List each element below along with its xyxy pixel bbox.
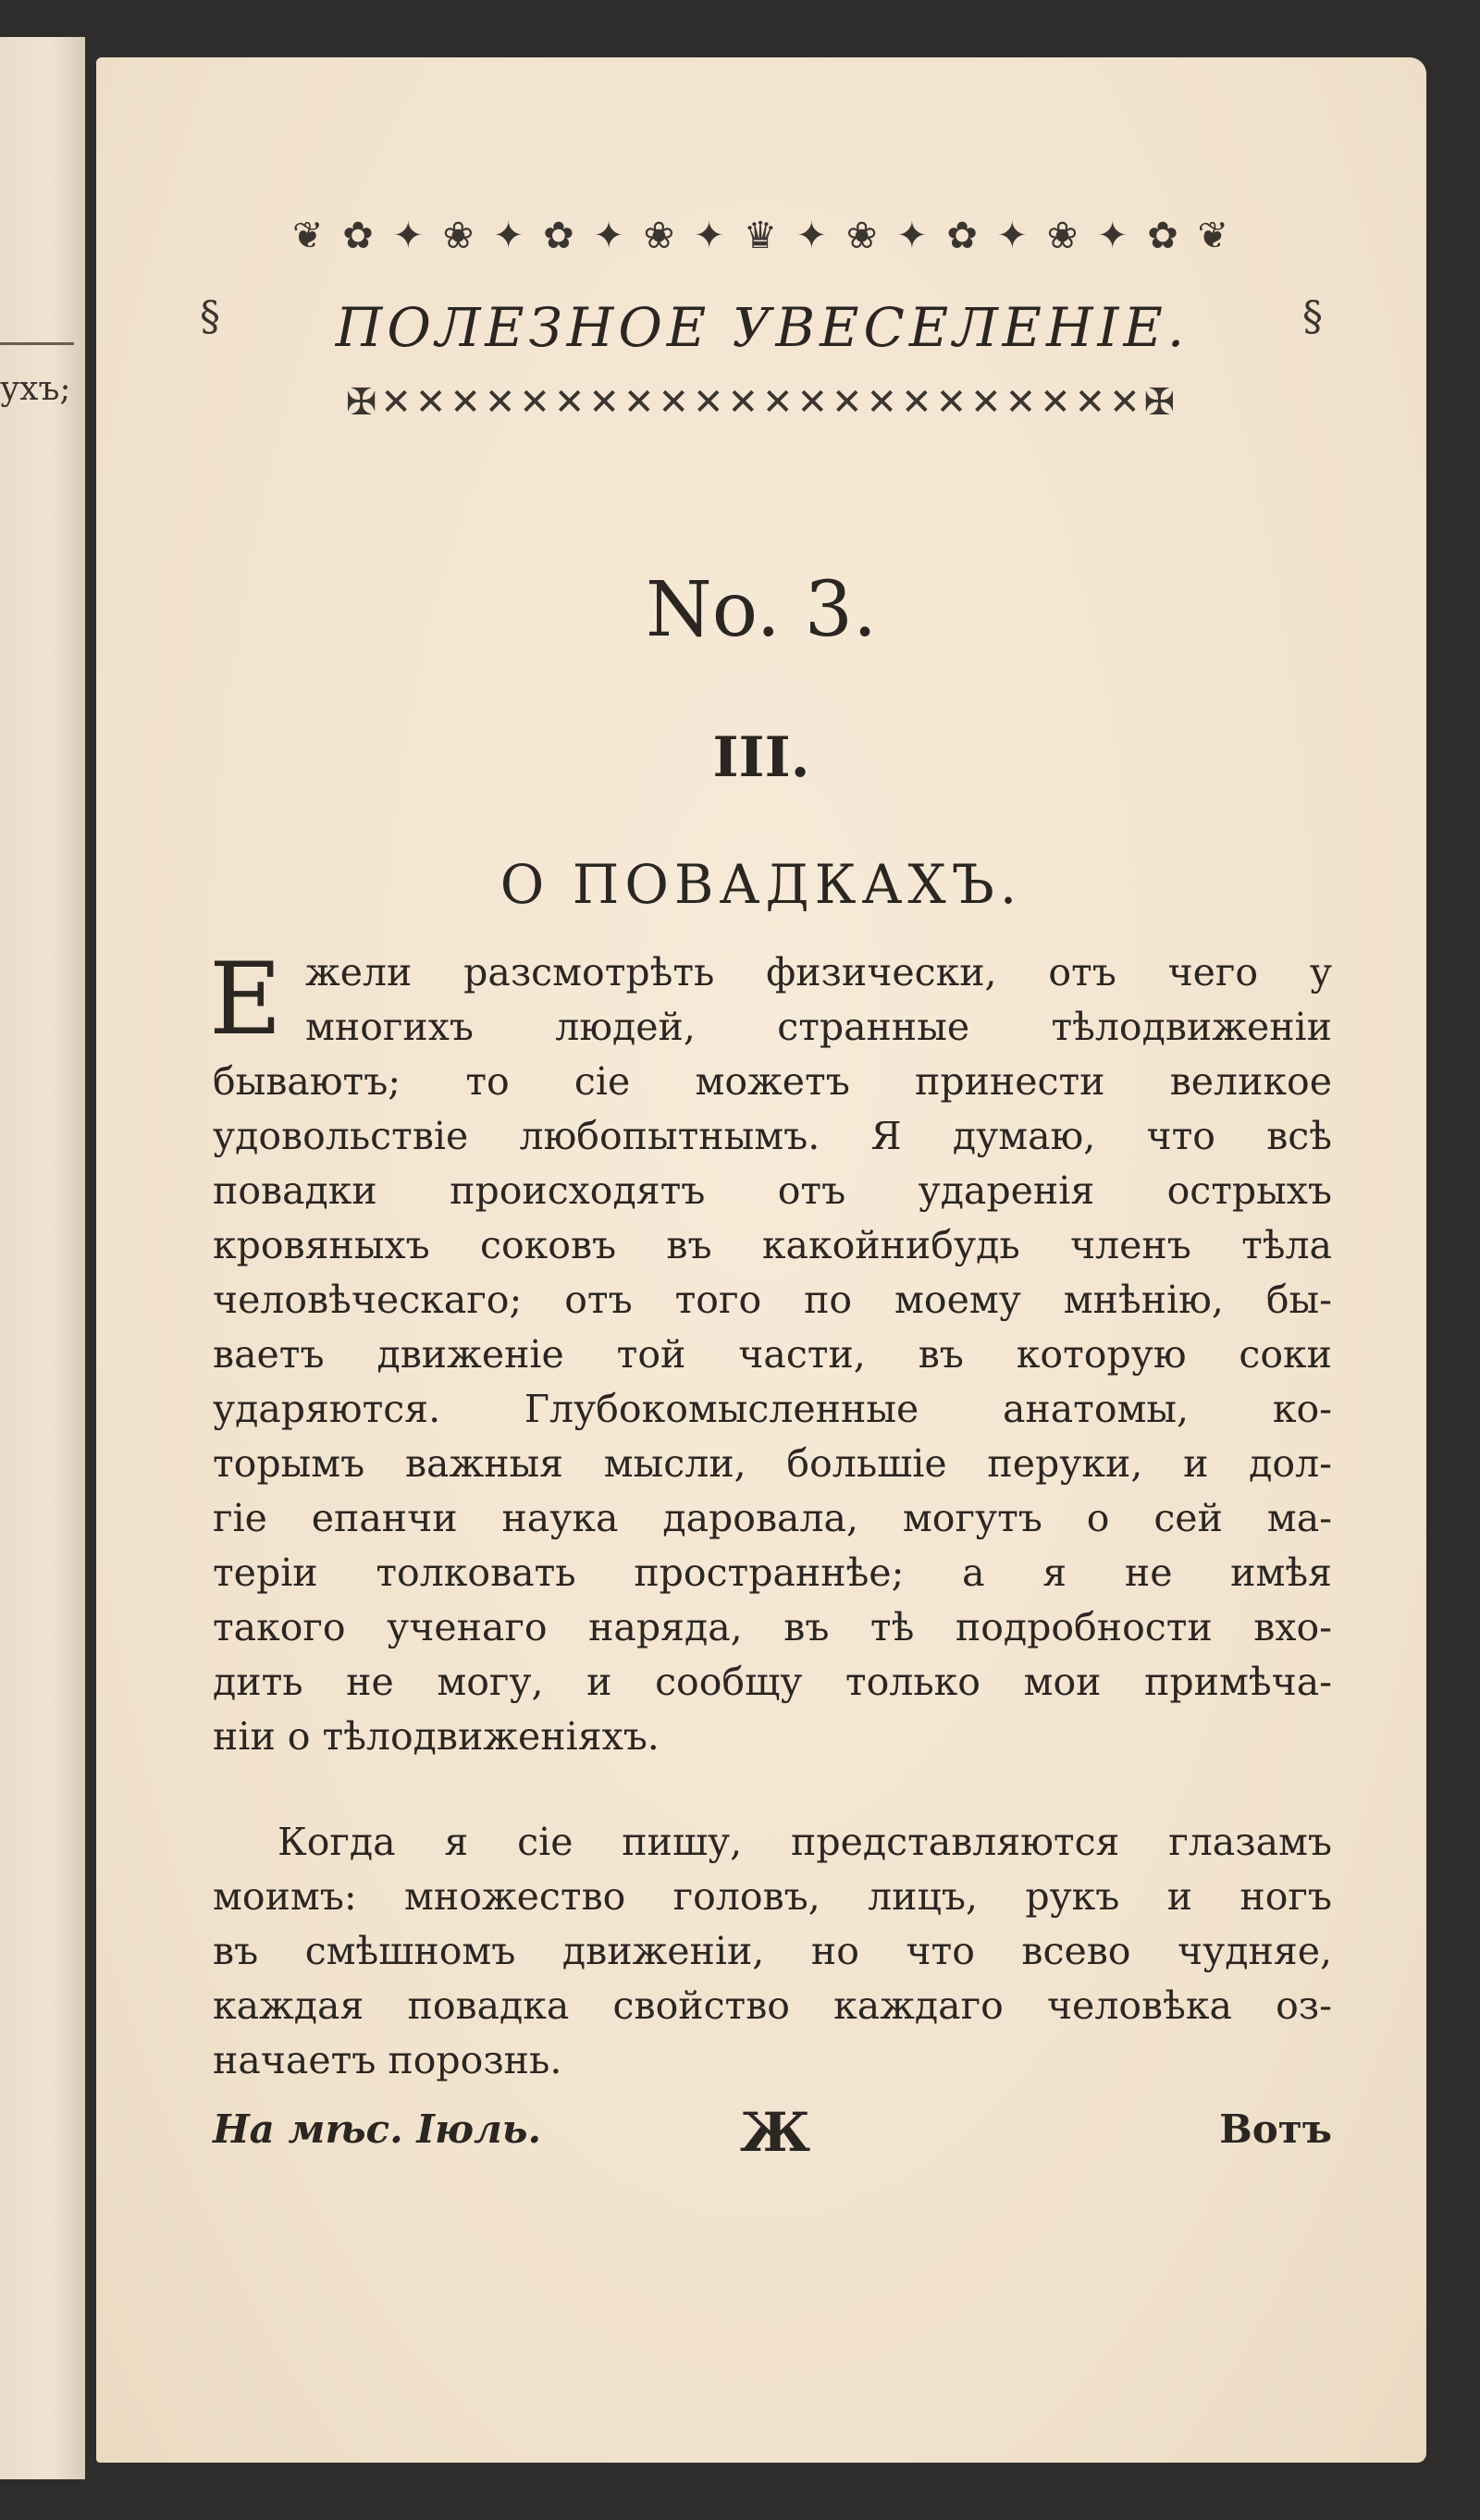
section-number: III. xyxy=(712,725,810,790)
divider xyxy=(0,342,74,345)
signature-letter: Ж xyxy=(740,2101,811,2164)
ornament-side-right: § xyxy=(1302,293,1323,340)
text-line: Когда я сіе пишу, представляются глазамъ xyxy=(278,1820,1332,1864)
text-line: бываютъ; то сіе можетъ принести великое xyxy=(213,1059,1332,1104)
ornament-side-left: § xyxy=(200,293,220,340)
page-footer xyxy=(213,2101,1332,2171)
signature-mark-text: На мѣс. Іюль. xyxy=(213,2106,542,2152)
text-line: каждая повадка свойство каждаго человѣка оз- xyxy=(213,1983,1332,2028)
facing-page-edge xyxy=(0,37,85,2479)
text-line: человѣческаго; отъ того по моему мнѣнію, бы- xyxy=(213,1278,1332,1322)
paragraph-1 xyxy=(209,942,1332,1764)
text-line: гіе епанчи наука даровала, могутъ о сей ма- xyxy=(213,1496,1332,1540)
text-line: торымъ важныя мысли, большіе перуки, и дол- xyxy=(213,1441,1332,1486)
text-line: теріи толковать пространнѣе; а я не имѣя xyxy=(213,1550,1332,1595)
text-line: начаетъ порознь. xyxy=(213,2038,562,2082)
issue-number: No. 3. xyxy=(645,566,878,654)
text-line: кровяныхъ соковъ въ какойнибудь членъ тѣла xyxy=(213,1223,1332,1267)
text-line: многихъ людей, странные тѣлодвиженіи xyxy=(305,1005,1332,1049)
text-line: повадки происходятъ отъ ударенія острыхъ xyxy=(213,1168,1332,1213)
drop-cap: Е xyxy=(209,942,282,1057)
book-page xyxy=(96,57,1426,2463)
text-line: ніи о тѣлодвиженіяхъ. xyxy=(213,1714,660,1759)
text-line: моимъ: множество головъ, лицъ, рукъ и ногъ xyxy=(213,1874,1332,1919)
text-line: дить не могу, и сообщу только мои примѣча- xyxy=(213,1660,1332,1704)
header-ornament-bottom: ✠✕✕✕✕✕✕✕✕✕✕✕✕✕✕✕✕✕✕✕✕✕✕✠ xyxy=(345,381,1179,424)
header-ornament-top: ❦ ✿ ✦ ❀ ✦ ✿ ✦ ❀ ✦ ♛ ✦ ❀ ✦ ✿ ✦ ❀ ✦ ✿ ❦ xyxy=(291,215,1232,257)
article-heading: О ПОВАДКАХЪ. xyxy=(500,853,1023,916)
paragraph-2 xyxy=(213,1815,1332,2088)
journal-title: ПОЛЕЗНОЕ УВЕСЕЛЕНІЕ. xyxy=(335,296,1190,359)
catchword: Вотъ xyxy=(1219,2106,1332,2152)
text-line: ударяются. Глубокомысленные анатомы, ко- xyxy=(213,1387,1332,1431)
text-line: ваетъ движеніе той части, въ которую соки xyxy=(213,1332,1332,1377)
text-line: жели разсмотрѣть физически, отъ чего у xyxy=(305,950,1332,994)
facing-page-text-fragment: ухъ; xyxy=(0,370,71,408)
text-line: удовольствіе любопытнымъ. Я думаю, что всѣ xyxy=(213,1114,1332,1158)
text-line: въ смѣшномъ движеніи, но что всево чудняе, xyxy=(213,1929,1332,1973)
text-line: такого ученаго наряда, въ тѣ подробности вхо- xyxy=(213,1605,1332,1649)
